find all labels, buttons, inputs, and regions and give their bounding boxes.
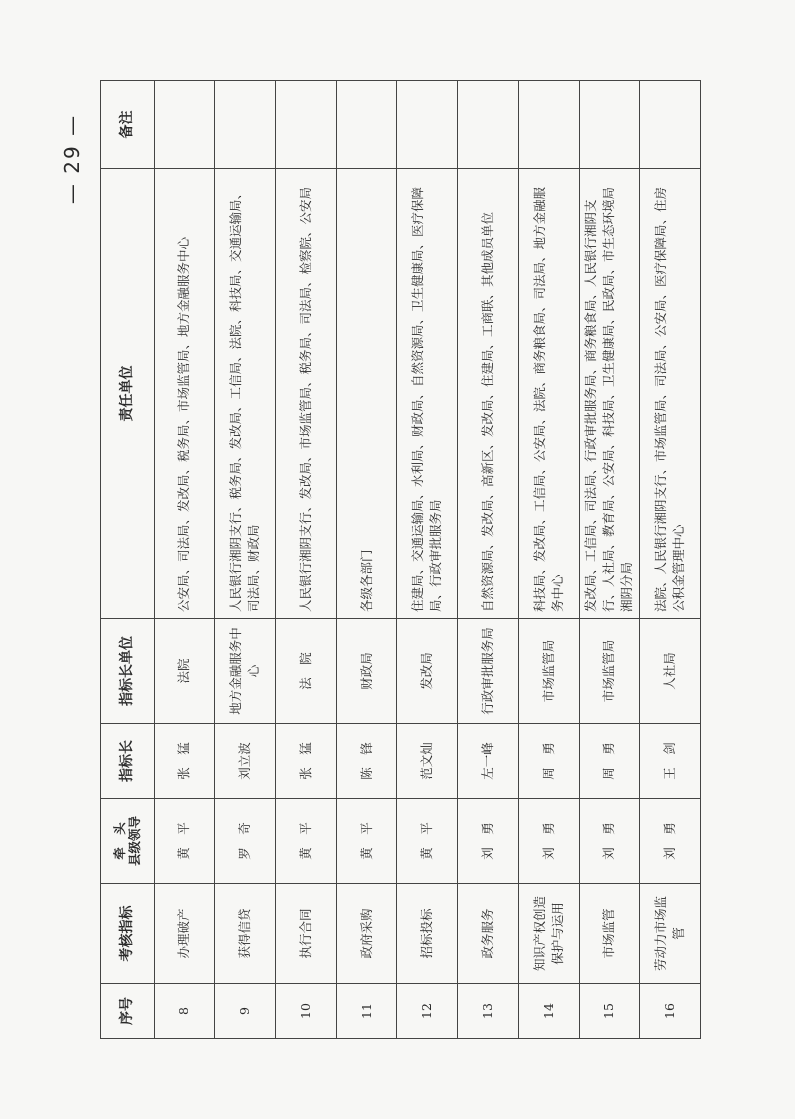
table-row <box>276 81 337 1039</box>
page-number: — 29 — <box>60 113 84 205</box>
cell-chief: 王 剑 <box>640 724 701 799</box>
cell-remark <box>215 81 276 169</box>
cell-remark <box>518 81 579 169</box>
cell-chief-unit: 市场监管局 <box>518 619 579 724</box>
cell-chief: 张 猛 <box>276 724 337 799</box>
cell-seq: 15 <box>579 984 640 1039</box>
cell-chief: 范文灿 <box>397 724 458 799</box>
cell-responsible: 各级各部门 <box>336 169 397 619</box>
cell-leader: 罗 奇 <box>215 799 276 884</box>
cell-leader: 黄 平 <box>276 799 337 884</box>
cell-indicator: 政府采购 <box>336 884 397 984</box>
cell-responsible: 科技局、发改局、工信局、公安局、法院、商务粮食局、司法局、地方金融服务中心 <box>518 169 579 619</box>
cell-remark <box>397 81 458 169</box>
table-row <box>579 81 640 1039</box>
cell-seq: 10 <box>276 984 337 1039</box>
cell-chief-unit: 行政审批服务局 <box>458 619 519 724</box>
responsibility-table <box>100 80 701 1039</box>
cell-chief: 刘立波 <box>215 724 276 799</box>
cell-remark <box>458 81 519 169</box>
cell-leader: 黄 平 <box>336 799 397 884</box>
header-seq: 序号 <box>101 984 155 1039</box>
cell-indicator: 办理破产 <box>154 884 215 984</box>
header-remark: 备注 <box>101 81 155 169</box>
table-row <box>397 81 458 1039</box>
cell-seq: 13 <box>458 984 519 1039</box>
header-responsible: 责任单位 <box>101 169 155 619</box>
cell-responsible: 住建局、交通运输局、水利局、财政局、自然资源局、卫生健康局、医疗保障局、行政审批服务局 <box>397 169 458 619</box>
cell-indicator: 知识产权创造保护与运用 <box>518 884 579 984</box>
cell-responsible: 人民银行湘阴支行、发改局、市场监管局、税务局、司法局、检察院、公安局 <box>276 169 337 619</box>
cell-indicator: 获得信贷 <box>215 884 276 984</box>
cell-responsible: 自然资源局、发改局、高新区、发改局、住建局、工商联、其他成员单位 <box>458 169 519 619</box>
cell-responsible: 法院、人民银行湘阴支行、市场监管局、司法局、公安局、医疗保障局、住房公积金管理中心 <box>640 169 701 619</box>
cell-leader: 黄 平 <box>397 799 458 884</box>
cell-remark <box>276 81 337 169</box>
header-chief-unit: 指标长单位 <box>101 619 155 724</box>
table-row <box>640 81 701 1039</box>
table-row <box>215 81 276 1039</box>
cell-seq: 11 <box>336 984 397 1039</box>
table-row <box>458 81 519 1039</box>
cell-indicator: 政务服务 <box>458 884 519 984</box>
table-header-row <box>101 81 155 1039</box>
cell-chief: 周 勇 <box>518 724 579 799</box>
cell-chief-unit: 市场监管局 <box>579 619 640 724</box>
cell-chief: 陈 锋 <box>336 724 397 799</box>
cell-remark <box>640 81 701 169</box>
cell-remark <box>336 81 397 169</box>
cell-responsible: 公安局、司法局、发改局、税务局、市场监管局、地方金融服务中心 <box>154 169 215 619</box>
header-indicator: 考核指标 <box>101 884 155 984</box>
cell-leader: 黄 平 <box>154 799 215 884</box>
cell-responsible: 人民银行湘阴支行、税务局、发改局、工信局、法院、科技局、交通运输局、司法局、财政局 <box>215 169 276 619</box>
cell-chief-unit: 发改局 <box>397 619 458 724</box>
cell-leader: 刘 勇 <box>518 799 579 884</box>
cell-chief: 张 猛 <box>154 724 215 799</box>
cell-remark <box>579 81 640 169</box>
cell-responsible: 发改局、工信局、司法局、行政审批服务局、商务粮食局、人民银行湘阴支行、人社局、教育局、公安局、科技局、卫生健康局、民政局、市生态环境局湘阴分局 <box>579 169 640 619</box>
table-row <box>518 81 579 1039</box>
cell-seq: 16 <box>640 984 701 1039</box>
cell-indicator: 招标投标 <box>397 884 458 984</box>
table-row <box>336 81 397 1039</box>
cell-seq: 9 <box>215 984 276 1039</box>
cell-chief-unit: 法院 <box>154 619 215 724</box>
cell-indicator: 劳动力市场监管 <box>640 884 701 984</box>
cell-indicator: 市场监管 <box>579 884 640 984</box>
cell-seq: 14 <box>518 984 579 1039</box>
cell-chief: 周 勇 <box>579 724 640 799</box>
cell-chief-unit: 财政局 <box>336 619 397 724</box>
cell-indicator: 执行合同 <box>276 884 337 984</box>
header-leader: 牵 头 县级领导 <box>101 799 155 884</box>
cell-seq: 12 <box>397 984 458 1039</box>
cell-chief: 左一峰 <box>458 724 519 799</box>
cell-leader: 刘 勇 <box>458 799 519 884</box>
table-row <box>154 81 215 1039</box>
cell-remark <box>154 81 215 169</box>
cell-chief-unit: 人社局 <box>640 619 701 724</box>
cell-leader: 刘 勇 <box>640 799 701 884</box>
cell-chief-unit: 法 院 <box>276 619 337 724</box>
cell-leader: 刘 勇 <box>579 799 640 884</box>
cell-chief-unit: 地方金融服务中心 <box>215 619 276 724</box>
cell-seq: 8 <box>154 984 215 1039</box>
header-chief: 指标长 <box>101 724 155 799</box>
